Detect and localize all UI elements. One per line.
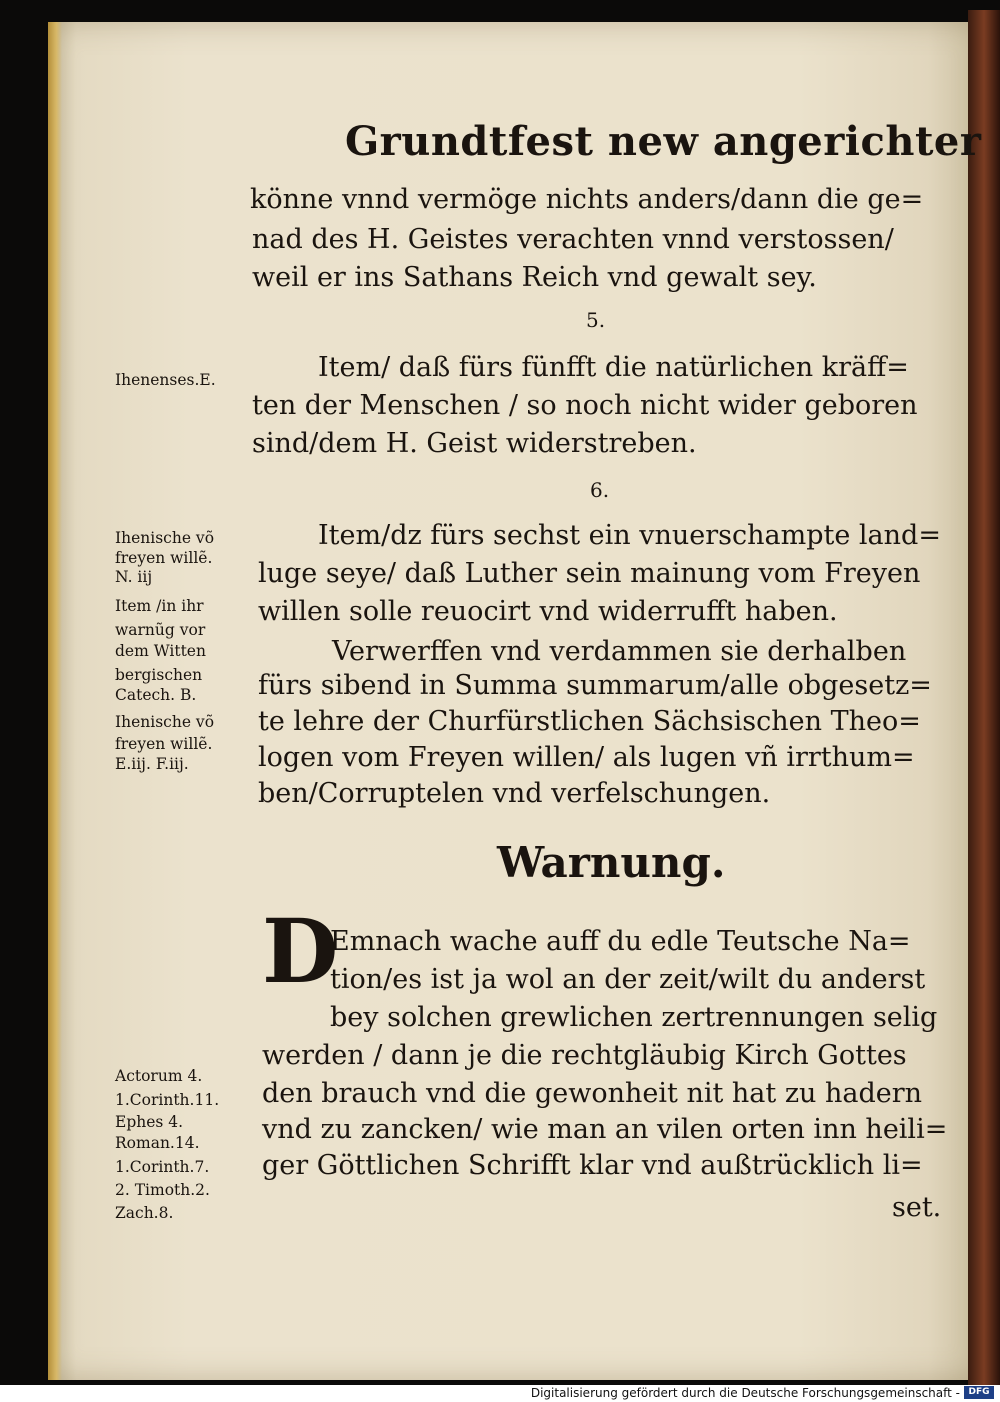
margin-note: freyen willẽ. [115,549,213,567]
margin-note: Actorum 4. [115,1067,203,1085]
body-line: Emnach wache auff du edle Teutsche Na= [330,926,911,957]
body-line: den brauch vnd die gewonheit nit hat zu hadern [262,1078,923,1109]
page-gutter [48,22,62,1380]
section-number: 6. [590,478,610,502]
body-line: luge seye/ daß Luther sein mainung vom Freyen [258,558,921,589]
body-line: Verwerffen vnd verdammen sie derhalben [332,636,907,667]
margin-note: N. iij [115,568,153,586]
margin-note: 2. Timoth.2. [115,1181,210,1199]
section-number: 5. [586,308,606,332]
margin-note: Ephes 4. [115,1113,184,1131]
body-line: ten der Menschen / so noch nicht wider geboren [252,390,918,421]
body-line: logen vom Freyen willen/ als lugen vñ irrthum= [258,742,915,773]
margin-note: dem Witten [115,642,206,660]
running-head: Grundtfest new angerichter [345,118,982,165]
body-line: fürs sibend in Summa summarum/alle obgesetz= [258,670,932,701]
funding-credit: Digitalisierung gefördert durch die Deutsche Forschungsgemeinschaft - [530,1386,960,1400]
margin-note: Roman.14. [115,1134,200,1152]
margin-note: freyen willẽ. [115,735,213,753]
body-line: Item/ daß fürs fünfft die natürlichen kräff= [318,352,909,383]
margin-note: 1.Corinth.11. [115,1091,220,1109]
body-line: set. [892,1192,942,1223]
dfg-logo: DFG [964,1386,994,1399]
margin-note: Item /in ihr [115,597,204,615]
margin-note: Ihenische võ [115,713,215,731]
body-line: te lehre der Churfürstlichen Sächsischen Theo= [258,706,921,737]
margin-note: 1.Corinth.7. [115,1158,210,1176]
margin-note: bergischen [115,666,203,684]
margin-note: Catech. B. [115,686,197,704]
body-line: werden / dann je die rechtgläubig Kirch Gottes [262,1040,907,1071]
body-line: willen solle reuocirt vnd widerrufft haben. [258,596,838,627]
margin-note: Ihenische võ [115,529,215,547]
body-line: nad des H. Geistes verachten vnnd verstossen/ [252,224,894,255]
margin-note: E.iij. F.iij. [115,755,189,773]
body-line: ben/Corruptelen vnd verfelschungen. [258,778,771,809]
body-line: vnd zu zancken/ wie man an vilen orten inn heili= [262,1114,948,1145]
book-edge [968,10,1000,1385]
margin-note: Ihenenses.E. [115,371,216,389]
body-line: bey solchen grewlichen zertrennungen selig [330,1002,938,1033]
body-line: weil er ins Sathans Reich vnd gewalt sey. [252,262,817,293]
margin-note: Zach.8. [115,1204,174,1222]
body-line: sind/dem H. Geist widerstreben. [252,428,697,459]
body-line: ger Göttlichen Schrifft klar vnd außtrücklich li= [262,1150,923,1181]
body-line: könne vnnd vermöge nichts anders/dann die ge= [250,184,924,215]
body-line: Item/dz fürs sechst ein vnuerschampte land= [318,520,941,551]
drop-initial: D [262,899,339,1003]
body-line: tion/es ist ja wol an der zeit/wilt du anderst [330,964,926,995]
margin-note: warnũg vor [115,621,206,639]
section-heading: Warnung. [497,838,726,887]
